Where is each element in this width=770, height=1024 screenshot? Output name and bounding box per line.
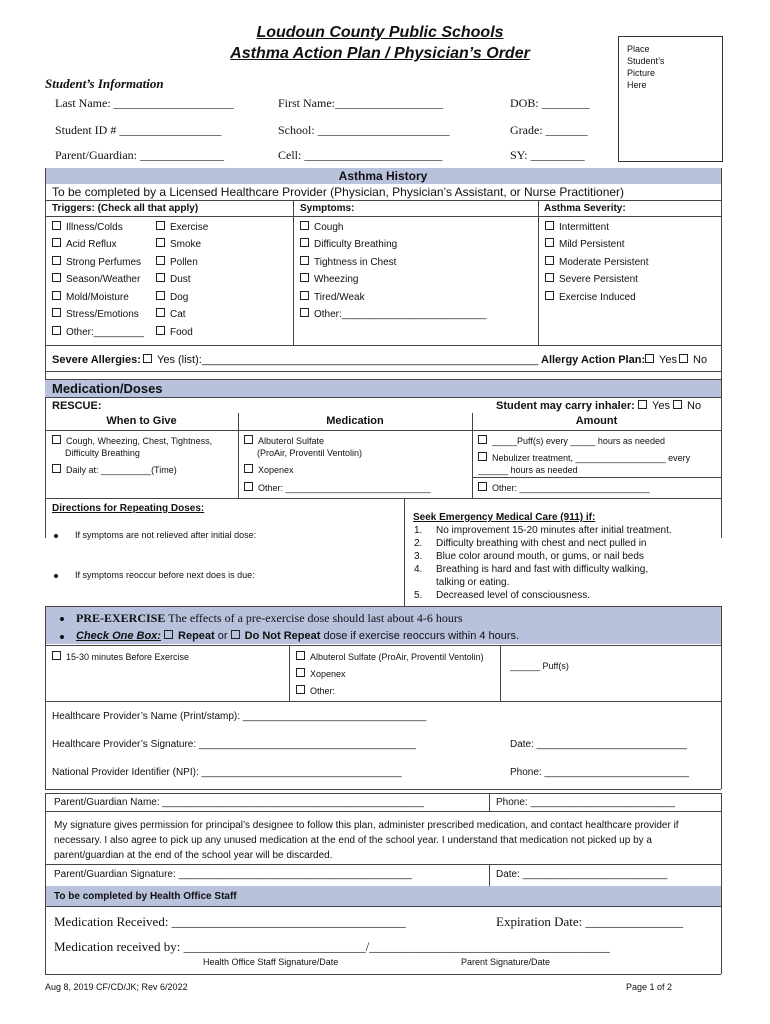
emergency-num-4: 4. <box>414 564 423 575</box>
footer-page-number: Page 1 of 2 <box>626 982 673 992</box>
checkbox-icon[interactable] <box>545 256 554 265</box>
symptom-tightness[interactable]: Tightness in Chest <box>300 256 396 268</box>
symptom-tired[interactable]: Tired/Weak <box>300 291 365 303</box>
pre-med-albuterol[interactable]: Albuterol Sulfate (ProAir, Proventil Ventolin) <box>296 651 484 662</box>
medication-received-field[interactable]: Medication Received: ____________________________________ <box>54 914 406 929</box>
trigger-mold[interactable]: Mold/Moisture <box>52 291 129 303</box>
title-line-2: Asthma Action Plan / Physician’s Order <box>230 45 530 62</box>
checkbox-icon[interactable] <box>296 685 305 694</box>
checkbox-icon[interactable] <box>300 256 309 265</box>
cell-field[interactable]: Cell: _______________________ <box>278 148 443 162</box>
check-one-box-label: Check One Box: <box>76 630 161 642</box>
medication-received-by-field[interactable]: Medication received by: ____________________________/_____________________________________ <box>54 939 610 954</box>
severity-heading: Asthma Severity: <box>544 203 626 214</box>
symptoms-heading: Symptoms: <box>300 203 355 214</box>
title-line-1: Loudoun County Public Schools <box>256 24 504 41</box>
sy-field[interactable]: SY: _________ <box>510 148 585 162</box>
pre-med-xopenex[interactable]: Xopenex <box>296 668 346 679</box>
severe-allergies-label: Severe Allergies: <box>52 354 141 366</box>
student-info-heading: Student’s Information <box>45 76 164 91</box>
trigger-exercise[interactable]: Exercise <box>156 221 208 233</box>
checkbox-icon[interactable] <box>545 221 554 230</box>
checkbox-icon[interactable] <box>231 630 240 639</box>
med-albuterol[interactable]: Albuterol Sulfate <box>244 435 324 446</box>
provider-phone-field[interactable]: Phone: __________________________ <box>510 767 690 778</box>
emergency-item-2: Difficulty breathing with chest and nect pulled in <box>436 538 647 549</box>
emergency-item-4: Breathing is hard and fast with difficulty walking, <box>436 564 649 575</box>
first-name-field[interactable]: First Name:__________________ <box>278 96 443 110</box>
when-symptoms[interactable]: Cough, Wheezing, Chest, Tightness, <box>52 435 212 446</box>
checkbox-icon[interactable] <box>673 400 682 409</box>
checkbox-icon[interactable] <box>300 291 309 300</box>
checkbox-icon[interactable] <box>52 308 61 317</box>
checkbox-icon[interactable] <box>545 273 554 282</box>
checkbox-icon[interactable] <box>300 221 309 230</box>
med-albuterol-brands: (ProAir, Proventil Ventolin) <box>257 448 363 458</box>
checkbox-icon[interactable] <box>300 308 309 317</box>
npi-field[interactable]: National Provider Identifier (NPI): ____________________________________ <box>52 767 402 778</box>
carry-inhaler-label: Student may carry inhaler: <box>496 400 635 412</box>
emergency-item-1: No improvement 15-20 minutes after initial treatment. <box>436 525 672 536</box>
col-when-to-give: When to Give <box>106 415 177 427</box>
trigger-dust[interactable]: Dust <box>156 273 191 285</box>
asthma-history-title: Asthma History <box>338 169 428 183</box>
parent-consent-text: My signature gives permission for principal’s designee to follow this plan, administer prescribed medication, and contact healthcare provider if necessary. I also agree to pick up any unused medication at the end of the school year. I understand that medication not picked up by a parent/guardian at the end of the school year will be discarded. <box>54 820 679 861</box>
staff-signature-caption: Health Office Staff Signature/Date <box>203 957 339 967</box>
checkbox-icon[interactable] <box>244 464 253 473</box>
allergy-plan-label: Allergy Action Plan: <box>541 354 646 366</box>
checkbox-icon[interactable] <box>156 273 165 282</box>
checkbox-icon[interactable] <box>164 630 173 639</box>
trigger-dog[interactable]: Dog <box>156 291 188 303</box>
directions-heading: Directions for Repeating Doses: <box>52 503 205 514</box>
severity-moderate[interactable]: Moderate Persistent <box>545 256 649 268</box>
photo-text-2: Student’s <box>627 56 665 66</box>
checkbox-icon[interactable] <box>300 238 309 247</box>
checkbox-icon[interactable] <box>52 238 61 247</box>
trigger-food[interactable]: Food <box>156 326 193 338</box>
photo-text-3: Picture <box>627 68 656 78</box>
photo-text-4: Here <box>627 80 647 90</box>
provider-signature-field[interactable]: Healthcare Provider’s Signature: _______________________________________ <box>52 739 416 750</box>
checkbox-icon[interactable] <box>52 651 61 660</box>
severe-allergies-field[interactable]: Yes (list):_______________________________________________________ <box>143 354 538 366</box>
checkbox-icon[interactable] <box>244 482 253 491</box>
med-xopenex[interactable]: Xopenex <box>244 464 294 475</box>
amount-nebulizer[interactable]: Nebulizer treatment, __________________ every <box>478 452 690 463</box>
parent-field[interactable]: Parent/Guardian: ______________ <box>55 148 224 162</box>
severity-intermittent[interactable]: Intermittent <box>545 221 609 233</box>
checkbox-icon[interactable] <box>52 256 61 265</box>
col-amount: Amount <box>575 415 618 427</box>
checkbox-icon[interactable] <box>52 326 61 335</box>
trigger-acid-reflux[interactable]: Acid Reflux <box>52 238 117 250</box>
school-field[interactable]: School: ______________________ <box>278 123 450 137</box>
bullet-icon <box>60 617 64 621</box>
checkbox-icon[interactable] <box>478 452 487 461</box>
bullet-icon <box>54 574 58 578</box>
footer-revision: Aug 8, 2019 CF/CD/JK; Rev 6/2022 <box>45 982 188 992</box>
checkbox-icon[interactable] <box>296 668 305 677</box>
checkbox-icon[interactable] <box>156 238 165 247</box>
emergency-item-5: Decreased level of consciousness. <box>436 590 590 601</box>
trigger-perfumes[interactable]: Strong Perfumes <box>52 256 141 268</box>
checkbox-icon[interactable] <box>638 400 647 409</box>
dob-field[interactable]: DOB: ________ <box>510 96 590 110</box>
emergency-item-3: Blue color around mouth, or gums, or nail beds <box>436 551 644 562</box>
amount-other[interactable]: Other: __________________________ <box>478 482 650 493</box>
pre-exercise-timing[interactable]: 15-30 minutes Before Exercise <box>52 651 189 662</box>
severity-exercise[interactable]: Exercise Induced <box>545 291 636 303</box>
symptom-cough[interactable]: Cough <box>300 221 343 233</box>
bullet-icon <box>54 534 58 538</box>
provider-date-field[interactable]: Date: ___________________________ <box>510 739 687 750</box>
emergency-num-5: 5. <box>414 590 423 601</box>
when-daily[interactable]: Daily at: __________(Time) <box>52 464 177 475</box>
trigger-stress[interactable]: Stress/Emotions <box>52 308 139 320</box>
emergency-num-3: 3. <box>414 551 423 562</box>
checkbox-icon[interactable] <box>52 273 61 282</box>
symptom-difficulty-breathing[interactable]: Difficulty Breathing <box>300 238 397 250</box>
checkbox-icon[interactable] <box>156 256 165 265</box>
emergency-num-1: 1. <box>414 525 423 536</box>
trigger-other[interactable]: Other:_________ <box>52 326 144 338</box>
allergy-plan-no[interactable]: No <box>679 354 707 366</box>
check-one-box-line: Check One Box: Repeat or Do Not Repeat dose if exercise reoccurs within 4 hours. <box>76 630 520 642</box>
checkbox-icon[interactable] <box>478 435 487 444</box>
when-symptoms-2: Difficulty Breathing <box>65 448 140 458</box>
health-office-title: To be completed by Health Office Staff <box>54 891 237 902</box>
emergency-heading: Seek Emergency Medical Care (911) if: <box>413 512 596 523</box>
history-instruction: To be completed by a Licensed Healthcare Provider (Physician, Physician’s Assistant, or Nurse Practitioner) <box>52 185 625 199</box>
student-photo-box[interactable] <box>618 36 723 162</box>
trigger-smoke[interactable]: Smoke <box>156 238 201 250</box>
student-id-field[interactable]: Student ID # _________________ <box>55 123 222 137</box>
checkbox-icon[interactable] <box>296 651 305 660</box>
checkbox-icon[interactable] <box>143 354 152 363</box>
checkbox-icon[interactable] <box>52 464 61 473</box>
direction-reoccur: If symptoms reoccur before next does is due: <box>75 570 255 580</box>
last-name-field[interactable]: Last Name: ____________________ <box>55 96 234 110</box>
carry-inhaler-yes[interactable]: Yes <box>638 400 670 412</box>
rescue-label: RESCUE: <box>52 400 102 412</box>
checkbox-icon[interactable] <box>679 354 688 363</box>
severity-mild[interactable]: Mild Persistent <box>545 238 625 250</box>
checkbox-icon[interactable] <box>545 291 554 300</box>
parent-date-field[interactable]: Date: __________________________ <box>496 869 668 880</box>
checkbox-icon[interactable] <box>52 221 61 230</box>
checkbox-icon[interactable] <box>156 326 165 335</box>
checkbox-icon[interactable] <box>52 291 61 300</box>
parent-name-field[interactable]: Parent/Guardian Name: _______________________________________________ <box>54 797 424 808</box>
amount-nebulizer-2: ______ hours as needed <box>478 465 578 475</box>
amount-puffs[interactable]: _____Puff(s) every _____ hours as needed <box>478 435 665 446</box>
parent-phone-field[interactable]: Phone: __________________________ <box>496 797 676 808</box>
checkbox-icon[interactable] <box>478 482 487 491</box>
checkbox-icon[interactable] <box>156 291 165 300</box>
trigger-illness[interactable]: Illness/Colds <box>52 221 123 233</box>
symptom-wheezing[interactable]: Wheezing <box>300 273 358 285</box>
severity-severe[interactable]: Severe Persistent <box>545 273 638 285</box>
provider-name-field[interactable]: Healthcare Provider’s Name (Print/stamp): _________________________________ <box>52 711 427 722</box>
checkbox-icon[interactable] <box>156 308 165 317</box>
parent-signature-field[interactable]: Parent/Guardian Signature: __________________________________________ <box>54 869 413 880</box>
symptom-other[interactable]: Other:__________________________ <box>300 308 486 320</box>
checkbox-icon[interactable] <box>545 238 554 247</box>
grade-field[interactable]: Grade: _______ <box>510 123 588 137</box>
allergy-plan-yes[interactable]: Yes <box>645 354 677 366</box>
triggers-heading: Triggers: (Check all that apply) <box>52 203 199 214</box>
med-other[interactable]: Other: _____________________________ <box>244 482 431 493</box>
bullet-icon <box>60 635 64 639</box>
checkbox-icon[interactable] <box>52 435 61 444</box>
emergency-item-4b: talking or eating. <box>436 577 510 588</box>
checkbox-icon[interactable] <box>244 435 253 444</box>
pre-med-other[interactable]: Other: <box>296 685 335 696</box>
direction-not-relieved: If symptoms are not relieved after initial dose: <box>75 530 257 540</box>
parent-signature-caption: Parent Signature/Date <box>461 957 551 967</box>
trigger-cat[interactable]: Cat <box>156 308 186 320</box>
pre-puffs[interactable]: ______ Puff(s) <box>510 661 569 671</box>
trigger-pollen[interactable]: Pollen <box>156 256 198 268</box>
trigger-season[interactable]: Season/Weather <box>52 273 140 285</box>
checkbox-icon[interactable] <box>645 354 654 363</box>
checkbox-icon[interactable] <box>300 273 309 282</box>
emergency-num-2: 2. <box>414 538 423 549</box>
carry-inhaler-no[interactable]: No <box>673 400 701 412</box>
medication-title: Medication/Doses <box>52 381 163 396</box>
col-medication: Medication <box>326 415 384 427</box>
photo-text-1: Place <box>627 44 650 54</box>
checkbox-icon[interactable] <box>156 221 165 230</box>
expiration-date-field[interactable]: Expiration Date: _______________ <box>496 914 684 929</box>
pre-exercise-line: PRE-EXERCISE The effects of a pre-exercise dose should last about 4-6 hours <box>76 611 463 625</box>
